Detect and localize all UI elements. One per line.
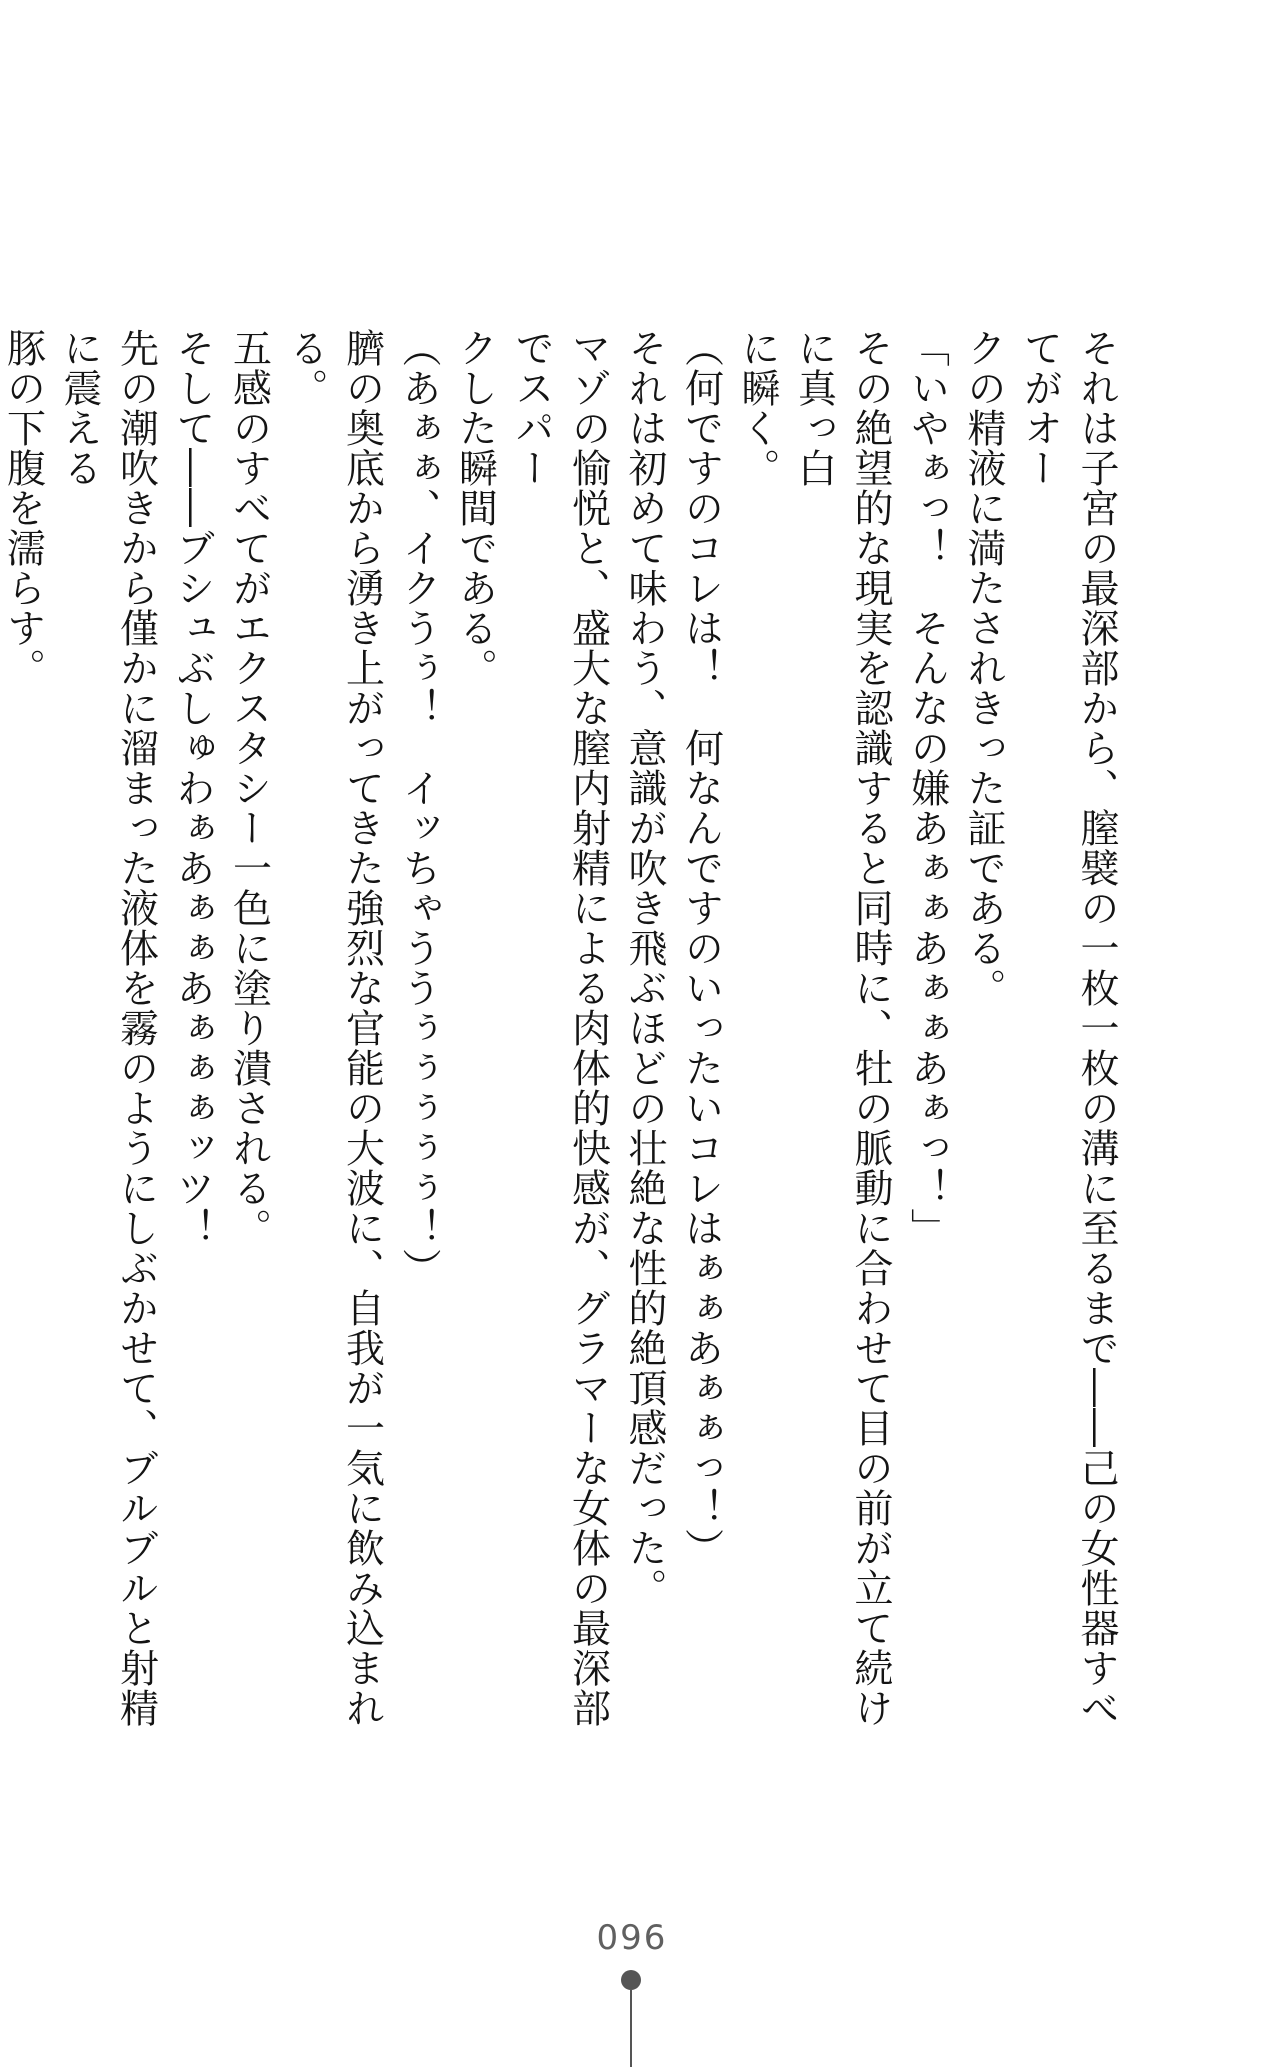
text-line: クの精液に満たされきった証である。 [961,328,1006,1008]
page-marker-dot [621,1970,641,1990]
text-line: 「いやぁっ！ そんなの嫌あぁぁあぁぁあぁっ！」 [904,328,950,1248]
text-line: クした瞬間である。 [452,328,498,688]
text-line: その絶望的な現実を認識すると同時に、牡の脈動に合わせて目の前が立て続けに真っ白 [791,328,893,1728]
text-line: （あぁぁ、イクうぅ！ イッちゃううぅぅぅぅぅ！） [396,328,441,1288]
text-line: に瞬く。 [735,328,780,488]
text-line: 先の潮吹きから僅かに溜まった液体を霧のようにしぶかせて、ブルブルと射精に震える [57,328,159,1728]
text-line: （何ですのコレは！ 何なんですのいったいコレはぁぁあぁぁっ！） [678,328,724,1568]
page-marker-line [630,1990,632,2067]
page-number: 096 [596,1918,668,1958]
body-text [0,328,1124,1728]
text-line: それは初めて味わう、意識が吹き飛ぶほどの壮絶な性的絶頂感だった。 [622,328,667,1608]
text-line: それは子宮の最深部から、膣襞の一枚一枚の溝に至るまで――己の女性器すべてがオー [1017,328,1119,1728]
text-line: 五感のすべてがエクスタシー一色に塗り潰される。 [226,328,272,1248]
text-line: 豚の下腹を濡らす。 [0,328,46,688]
text-line: マゾの愉悦と、盛大な膣内射精による肉体的快感が、グラマーな女体の最深部でスパー [509,328,611,1728]
text-line: そして――ブシュぶしゅわぁあぁぁあぁぁぁッツ！ [170,328,215,1248]
text-line: 臍の奥底から湧き上がってきた強烈な官能の大波に、自我が一気に飲み込まれる。 [283,328,385,1728]
